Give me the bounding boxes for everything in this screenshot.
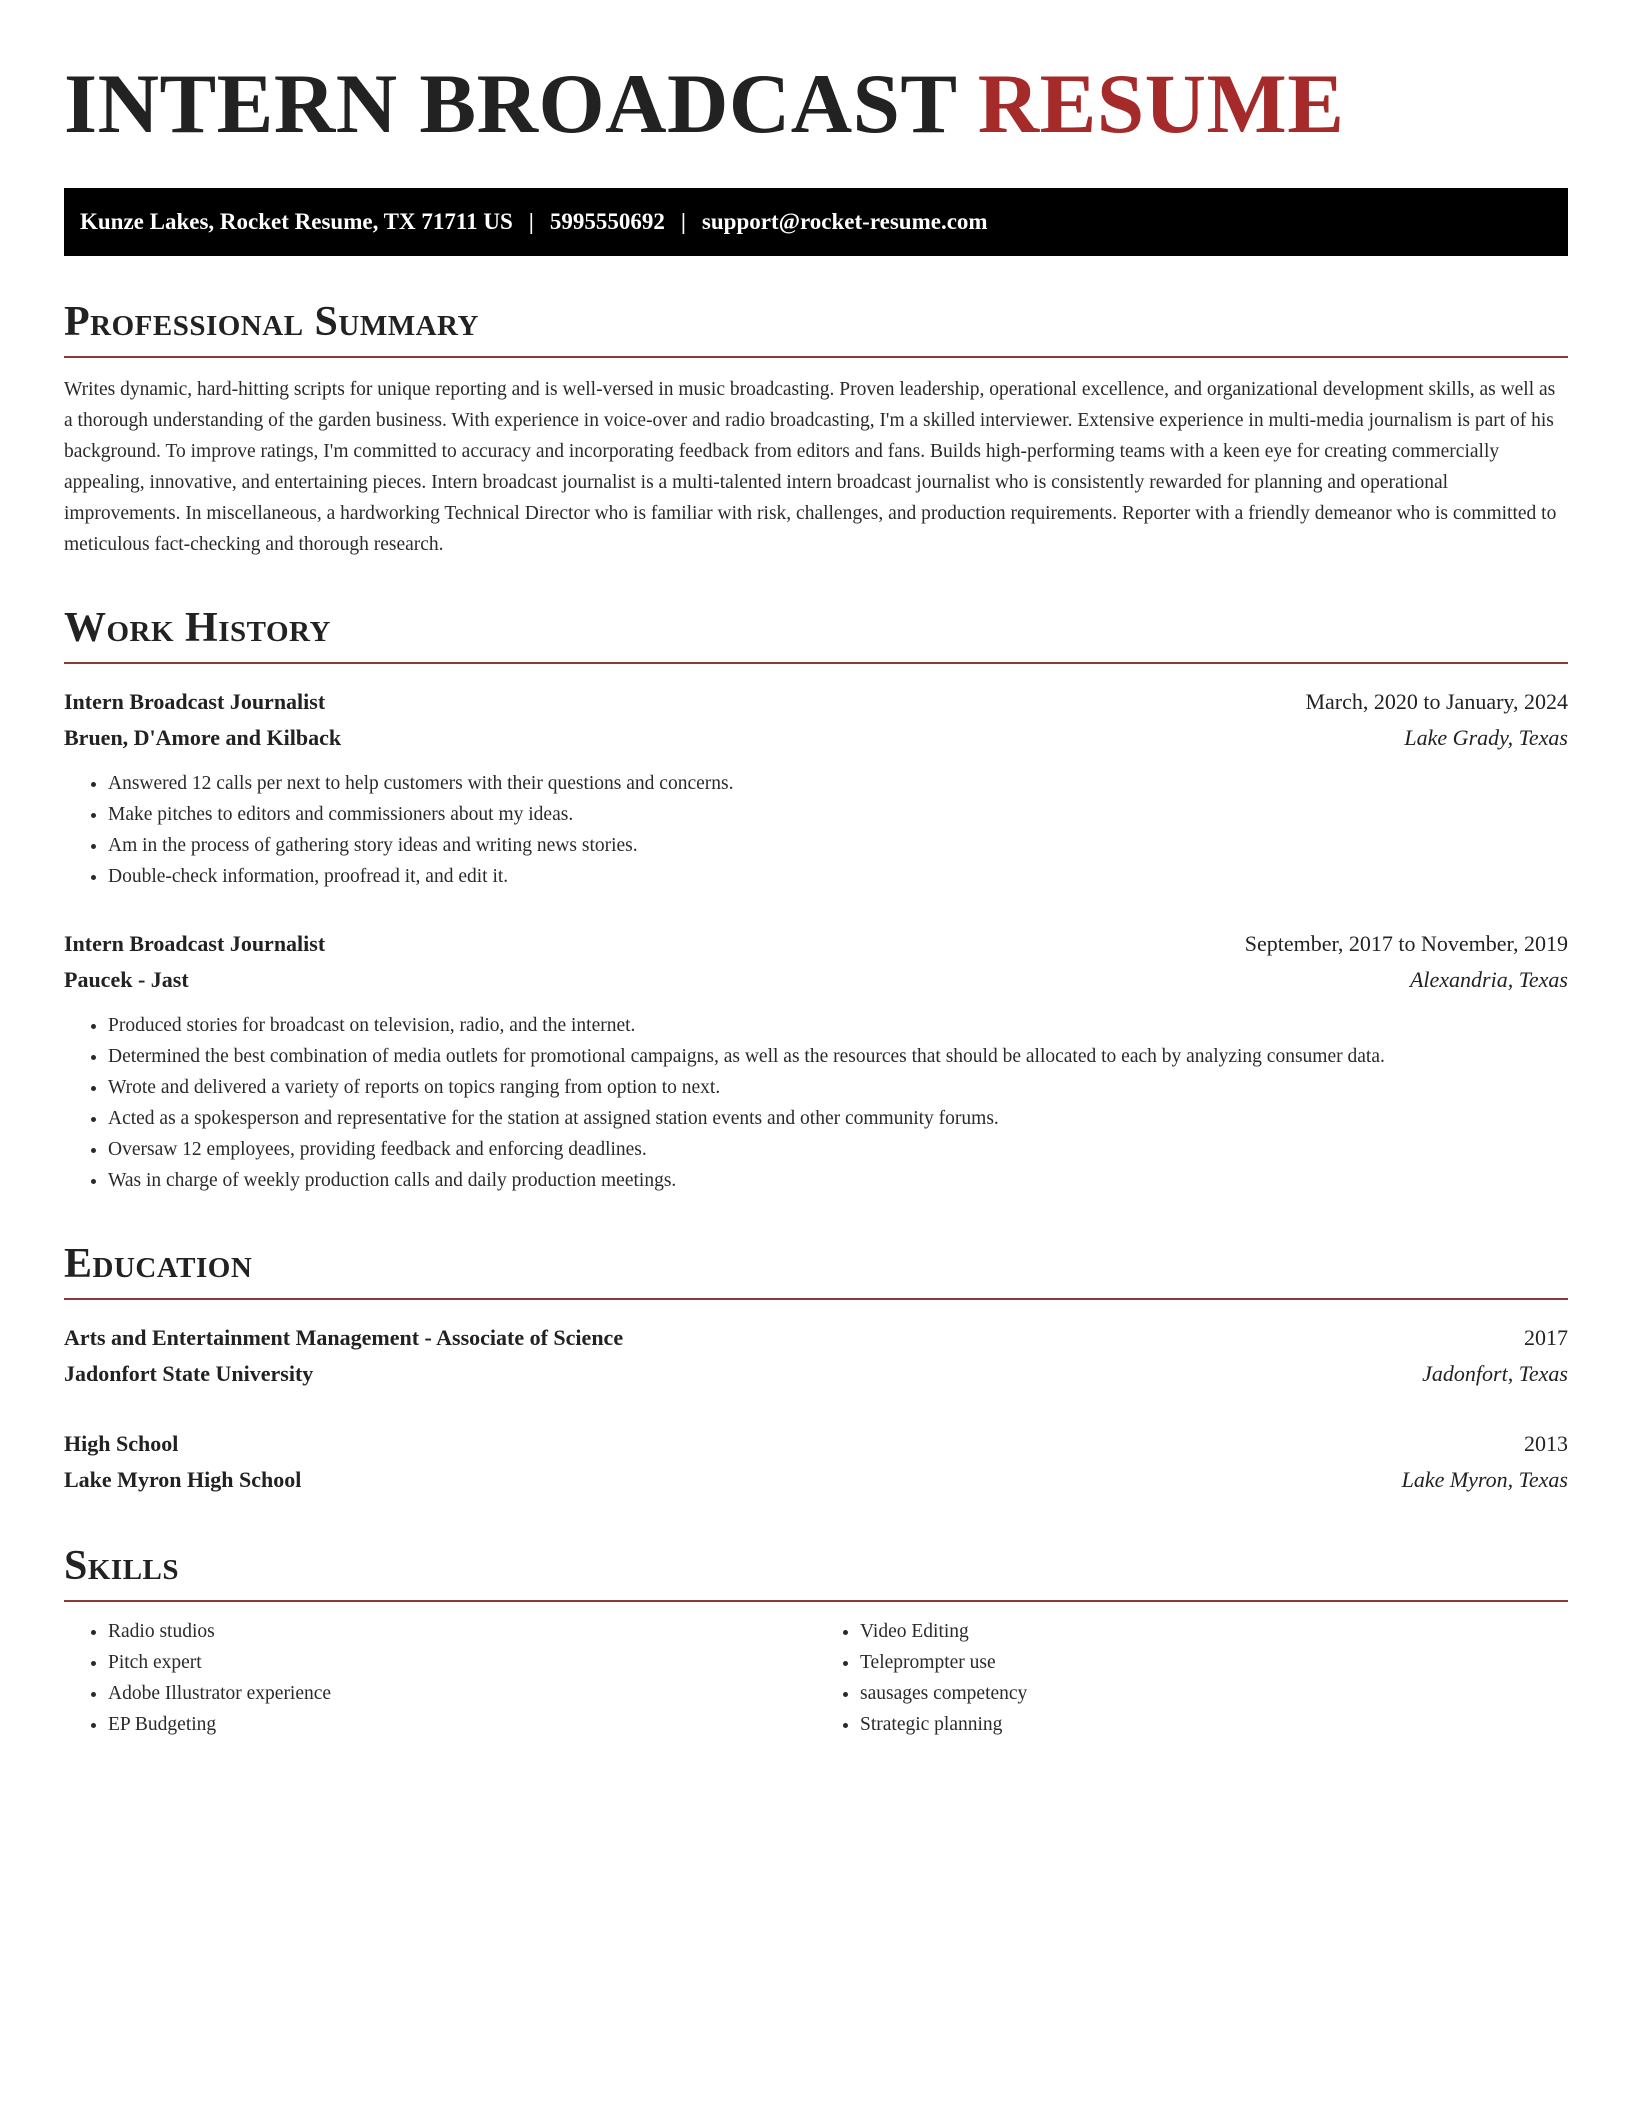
list-item: • Acted as a spokesperson and representative for the station at assigned station events and other community forums. [108,1103,1568,1134]
job-company-row [64,720,1568,756]
list-item: • Strategic planning [860,1709,1568,1740]
education-year: 2013 [1524,1431,1568,1456]
skills-list-left [64,1616,816,1740]
list-item: • Oversaw 12 employees, providing feedback and enforcing deadlines. [108,1134,1568,1165]
job-entry [64,926,1568,1196]
list-item: • Produced stories for broadcast on television, radio, and the internet. [108,1010,1568,1041]
resume-title [64,56,1568,152]
education-entry [64,1320,1568,1392]
list-item: • Pitch expert [108,1647,816,1678]
job-entry [64,684,1568,892]
list-item: • sausages competency [860,1678,1568,1709]
job-company-row [64,962,1568,998]
education-school: Lake Myron High School [64,1467,302,1492]
title-main: INTERN BROADCAST [64,57,957,151]
contact-phone: 5995550692 [549,209,665,234]
contact-bar [64,188,1568,256]
job-header-row [64,684,1568,720]
education-year: 2017 [1524,1325,1568,1350]
education-entry [64,1426,1568,1498]
summary-text: Writes dynamic, hard-hitting scripts for unique reporting and is well-versed in music broadcasting. Proven leadership, operational excellence, and organizational development skills, as well as a thorough understanding of the garden business. With experience in voice-over and radio broadcasting, I'm a skilled interviewer. Extensive experience in multi-media journalism is part of his background. To improve ratings, I'm committed to accuracy and incorporating feedback from editors and fans. Builds high-performing teams with a keen eye for creating commercially appealing, innovative, and entertaining pieces. Intern broadcast journalist is a multi-talented intern broadcast journalist who is consistently rewarded for planning and operational improvements. In miscellaneous, a hardworking Technical Director who is familiar with risk, challenges, and production requirements. Reporter with a friendly demeanor who is committed to meticulous fact-checking and thorough research. [64,379,1557,555]
list-item: • Was in charge of weekly production calls and daily production meetings. [108,1165,1568,1196]
contact-address: Kunze Lakes, Rocket Resume, TX 71711 US [80,209,513,234]
work-history-section [64,604,1568,1196]
education-degree: High School [64,1431,179,1456]
job-title: Intern Broadcast Journalist [64,931,326,956]
section-heading-summary: Professional Summary [64,298,1568,358]
job-bullets [64,1010,1568,1196]
list-item: • Am in the process of gathering story ideas and writing news stories. [108,830,1568,861]
skills-section [64,1542,1568,1740]
list-item: • Determined the best combination of media outlets for promotional campaigns, as well as the resources that should be allocated to each by analyzing consumer data. [108,1041,1568,1072]
list-item: • Video Editing [860,1616,1568,1647]
job-dates: September, 2017 to November, 2019 [1244,931,1568,956]
job-dates: March, 2020 to January, 2024 [1305,689,1568,714]
job-location: Alexandria, Texas [1409,967,1568,992]
job-header-row [64,926,1568,962]
contact-separator: | [528,209,534,234]
list-item: • Make pitches to editors and commissioners about my ideas. [108,799,1568,830]
list-item: • Radio studios [108,1616,816,1647]
education-location: Lake Myron, Texas [1401,1467,1568,1492]
list-item: • Teleprompter use [860,1647,1568,1678]
list-item: • Answered 12 calls per next to help customers with their questions and concerns. [108,768,1568,799]
education-location: Jadonfort, Texas [1422,1361,1568,1386]
section-heading-skills: Skills [64,1542,1568,1602]
education-school-row [64,1356,1568,1392]
job-location: Lake Grady, Texas [1404,725,1568,750]
job-bullets [64,768,1568,892]
education-degree-row [64,1320,1568,1356]
job-company: Bruen, D'Amore and Kilback [64,725,342,750]
list-item: • EP Budgeting [108,1709,816,1740]
contact-separator: | [680,209,686,234]
list-item: • Wrote and delivered a variety of reports on topics ranging from option to next. [108,1072,1568,1103]
job-title: Intern Broadcast Journalist [64,689,326,714]
education-section [64,1240,1568,1498]
section-heading-education: Education [64,1240,1568,1300]
section-heading-work: Work History [64,604,1568,664]
list-item: • Adobe Illustrator experience [108,1678,816,1709]
summary-section [64,298,1568,560]
title-accent: RESUME [977,57,1345,151]
skills-list-right [816,1616,1568,1740]
education-school: Jadonfort State University [64,1361,314,1386]
education-school-row [64,1462,1568,1498]
education-degree: Arts and Entertainment Management - Associate of Science [64,1325,624,1350]
skills-columns [64,1616,1568,1740]
list-item: • Double-check information, proofread it, and edit it. [108,861,1568,892]
job-company: Paucek - Jast [64,967,189,992]
education-degree-row [64,1426,1568,1462]
contact-email: support@rocket-resume.com [701,209,988,234]
